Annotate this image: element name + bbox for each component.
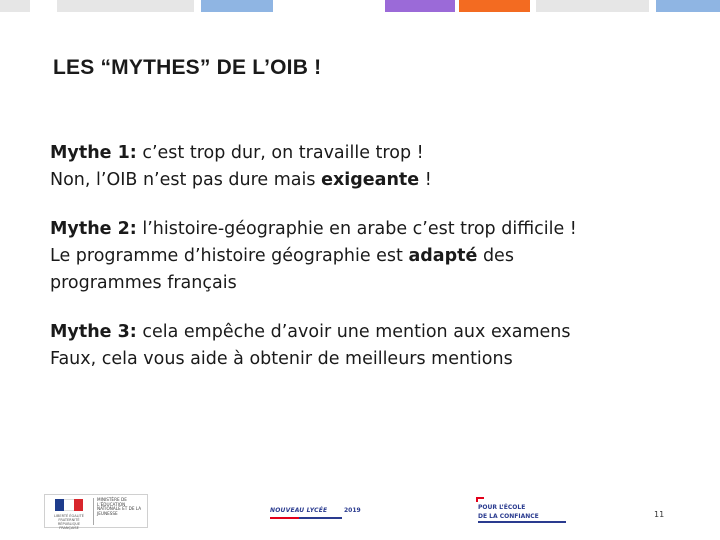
slide-title: LES “MYTHES” DE L’OIB ! [53, 56, 322, 79]
republique-francaise-logo [49, 499, 89, 530]
myth-claim [50, 140, 690, 167]
myth-answer: Faux, cela vous aide à obtenir de meilleurs mentions [50, 349, 513, 369]
header-stripe [57, 0, 194, 12]
myth-answer-text: ! [419, 170, 432, 190]
confiance-line-1: POUR L’ÉCOLE [478, 504, 526, 511]
republic-motto: LIBERTÉ ÉGALITÉ FRATERNITÉ RÉPUBLIQUE FRANÇAISE [54, 514, 84, 530]
header-stripe [459, 0, 530, 12]
myth-answer-continued: programmes français [50, 273, 237, 293]
myth-answer-text: des [477, 246, 514, 266]
myth-claim-text: c’est trop dur, on travaille trop ! [136, 143, 424, 163]
nouveau-lycee-underline [270, 517, 342, 519]
nouveau-lycee-year: 2019 [344, 507, 361, 514]
ministry-name: MINISTÈRE DE L’ÉDUCATION NATIONALE ET DE LA JEUNESSE [97, 497, 142, 516]
header-stripe [385, 0, 455, 12]
myth-block [50, 140, 690, 194]
myth-label: Mythe 3: [50, 322, 137, 342]
myth-answer-keyword: adapté [408, 246, 478, 266]
page-number: 11 [654, 510, 665, 519]
myth-label: Mythe 1: [50, 143, 137, 163]
logo-divider [93, 498, 94, 525]
header-stripe [201, 0, 273, 12]
nouveau-lycee-text: NOUVEAU LYCÉE [270, 507, 328, 514]
myth-claim-text: l’histoire-géographie en arabe c’est trop difficile ! [136, 219, 577, 239]
confiance-line-2: DE LA CONFIANCE [478, 513, 539, 520]
myth-answer [50, 167, 690, 194]
french-flag-icon [55, 499, 83, 511]
myth-claim-text: cela empêche d’avoir une mention aux examens [136, 322, 571, 342]
header-stripe [656, 0, 720, 12]
slide-content [50, 140, 690, 373]
nouveau-lycee-logo [268, 505, 364, 521]
header-stripe [0, 0, 30, 12]
confiance-underline [478, 521, 566, 523]
ecole-confiance-logo [474, 497, 570, 525]
myth-answer [50, 243, 690, 270]
myth-answer-text: Le programme d’histoire géographie est [50, 246, 409, 266]
myth-claim [50, 216, 690, 243]
myth-block [50, 319, 690, 373]
myth-answer-text: Non, l’OIB n’est pas dure mais [50, 170, 322, 190]
myth-answer-keyword: exigeante [321, 170, 420, 190]
corner-mark-icon [476, 497, 484, 502]
myth-claim [50, 319, 690, 346]
header-stripe [536, 0, 649, 12]
ministry-logo [44, 494, 148, 528]
myth-label: Mythe 2: [50, 219, 137, 239]
myth-block [50, 216, 690, 297]
